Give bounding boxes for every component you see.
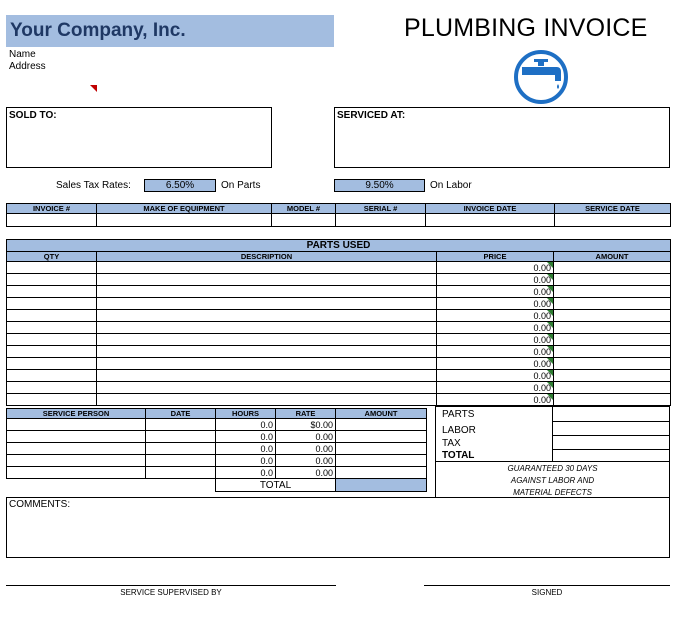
description-cell[interactable]	[97, 274, 437, 286]
service-total-label: TOTAL	[216, 479, 336, 492]
qty-cell[interactable]	[7, 274, 97, 286]
amount-cell[interactable]	[554, 334, 671, 346]
description-cell[interactable]	[97, 370, 437, 382]
formula-marker-icon	[547, 334, 553, 340]
hours-cell[interactable]: 0.0	[216, 443, 276, 455]
service-date-cell[interactable]	[146, 455, 216, 467]
service-date-cell[interactable]	[146, 443, 216, 455]
summary-rule	[553, 435, 670, 436]
amount-cell[interactable]	[554, 286, 671, 298]
summary-tax-label: TAX	[442, 438, 461, 449]
price-cell[interactable]	[437, 262, 554, 274]
formula-marker-icon	[547, 286, 553, 292]
invoice-info-table	[6, 203, 671, 227]
price-value: 0.00	[533, 358, 551, 369]
parts-row	[7, 394, 671, 406]
amount-cell[interactable]	[554, 298, 671, 310]
service-date-cell[interactable]	[146, 419, 216, 431]
price-cell[interactable]	[437, 334, 554, 346]
service-amount-cell[interactable]	[336, 455, 427, 467]
rate-cell[interactable]: 0.00	[276, 431, 336, 443]
amount-cell[interactable]	[554, 394, 671, 406]
col-service-date: SERVICE DATE	[555, 204, 671, 214]
service-date-cell[interactable]	[146, 467, 216, 479]
parts-row	[7, 370, 671, 382]
col-serial: SERIAL #	[336, 204, 426, 214]
price-cell[interactable]	[437, 394, 554, 406]
amount-cell[interactable]	[554, 346, 671, 358]
qty-cell[interactable]	[7, 370, 97, 382]
price-cell[interactable]	[437, 370, 554, 382]
col-hours: HOURS	[216, 409, 276, 419]
description-cell[interactable]	[97, 334, 437, 346]
service-person-cell[interactable]	[7, 455, 146, 467]
amount-cell[interactable]	[554, 310, 671, 322]
col-rate: RATE	[276, 409, 336, 419]
parts-row	[7, 274, 671, 286]
summary-divider	[552, 406, 553, 462]
parts-used-title: PARTS USED	[7, 240, 671, 252]
guarantee-line-3: MATERIAL DEFECTS	[513, 488, 592, 497]
description-cell[interactable]	[97, 322, 437, 334]
parts-row	[7, 322, 671, 334]
parts-row	[7, 382, 671, 394]
description-cell[interactable]	[97, 298, 437, 310]
parts-row	[7, 346, 671, 358]
qty-cell[interactable]	[7, 262, 97, 274]
rate-cell[interactable]: 0.00	[276, 455, 336, 467]
formula-marker-icon	[547, 310, 553, 316]
service-person-cell[interactable]	[7, 431, 146, 443]
service-amount-cell[interactable]	[336, 431, 427, 443]
qty-cell[interactable]	[7, 298, 97, 310]
rate-cell[interactable]: 0.00	[276, 467, 336, 479]
qty-cell[interactable]	[7, 346, 97, 358]
col-make: MAKE OF EQUIPMENT	[97, 204, 272, 214]
price-value: 0.00	[533, 394, 551, 405]
price-value: 0.00	[533, 346, 551, 357]
address-line[interactable]: Address	[9, 61, 46, 72]
parts-tax-rate[interactable]: 6.50%	[144, 179, 216, 192]
signed-label: SIGNED	[531, 588, 563, 597]
description-cell[interactable]	[97, 262, 437, 274]
parts-row	[7, 334, 671, 346]
qty-cell[interactable]	[7, 358, 97, 370]
service-person-cell[interactable]	[7, 443, 146, 455]
sold-to-box[interactable]	[6, 107, 272, 168]
supervised-signature-line[interactable]	[6, 585, 336, 586]
spacer-cell	[146, 479, 216, 492]
formula-marker-icon	[547, 394, 553, 400]
formula-marker-icon	[547, 358, 553, 364]
qty-cell[interactable]	[7, 322, 97, 334]
amount-cell[interactable]	[554, 382, 671, 394]
price-cell[interactable]	[437, 346, 554, 358]
serial-cell[interactable]	[336, 214, 426, 227]
summary-rule	[435, 461, 670, 462]
formula-marker-icon	[547, 346, 553, 352]
description-cell[interactable]	[97, 346, 437, 358]
description-cell[interactable]	[97, 358, 437, 370]
rate-cell[interactable]: 0.00	[276, 443, 336, 455]
on-labor-label: On Labor	[430, 180, 472, 191]
col-invoice-number: INVOICE #	[7, 204, 97, 214]
make-cell[interactable]	[97, 214, 272, 227]
comments-box[interactable]	[6, 497, 670, 558]
price-cell[interactable]	[437, 358, 554, 370]
qty-cell[interactable]	[7, 334, 97, 346]
description-cell[interactable]	[97, 310, 437, 322]
guarantee-line-1: GUARANTEED 30 DAYS	[507, 464, 598, 473]
service-row	[7, 431, 427, 443]
summary-parts-label: PARTS	[442, 409, 475, 420]
col-date: DATE	[146, 409, 216, 419]
description-cell[interactable]	[97, 394, 437, 406]
qty-cell[interactable]	[7, 310, 97, 322]
comment-marker-icon	[90, 85, 97, 92]
price-cell[interactable]	[437, 298, 554, 310]
serviced-at-label: SERVICED AT:	[337, 110, 406, 121]
rate-cell[interactable]: $0.00	[276, 419, 336, 431]
sold-to-label: SOLD TO:	[9, 110, 57, 121]
service-amount-cell[interactable]	[336, 443, 427, 455]
serviced-at-box[interactable]	[334, 107, 670, 168]
amount-cell[interactable]	[554, 322, 671, 334]
supervised-label: SERVICE SUPERVISED BY	[120, 588, 222, 597]
invoice-date-cell[interactable]	[426, 214, 555, 227]
service-person-cell[interactable]	[7, 467, 146, 479]
col-service-person: SERVICE PERSON	[7, 409, 146, 419]
formula-marker-icon	[547, 274, 553, 280]
amount-cell[interactable]	[554, 370, 671, 382]
amount-cell[interactable]	[554, 274, 671, 286]
col-qty: QTY	[7, 252, 97, 262]
service-amount-cell[interactable]	[336, 419, 427, 431]
formula-marker-icon	[547, 370, 553, 376]
col-price: PRICE	[437, 252, 554, 262]
summary-total-label: TOTAL	[442, 450, 475, 461]
service-row	[7, 467, 427, 479]
service-date-cell[interactable]	[555, 214, 671, 227]
hours-cell[interactable]: 0.0	[216, 419, 276, 431]
service-table	[6, 408, 427, 492]
price-value: 0.00	[533, 286, 551, 297]
qty-cell[interactable]	[7, 382, 97, 394]
price-cell[interactable]	[437, 274, 554, 286]
on-parts-label: On Parts	[221, 180, 261, 191]
service-row	[7, 443, 427, 455]
name-line[interactable]: Name	[9, 49, 36, 60]
parts-row	[7, 310, 671, 322]
col-description: DESCRIPTION	[97, 252, 437, 262]
hours-cell[interactable]: 0.0	[216, 431, 276, 443]
price-value: 0.00	[533, 382, 551, 393]
formula-marker-icon	[547, 298, 553, 304]
comments-label: COMMENTS:	[9, 499, 71, 510]
col-model: MODEL #	[272, 204, 336, 214]
price-cell[interactable]	[437, 382, 554, 394]
guarantee-text	[435, 463, 670, 499]
amount-cell[interactable]	[554, 262, 671, 274]
col-invoice-date: INVOICE DATE	[426, 204, 555, 214]
price-cell[interactable]	[437, 322, 554, 334]
formula-marker-icon	[547, 322, 553, 328]
amount-cell[interactable]	[554, 358, 671, 370]
description-cell[interactable]	[97, 286, 437, 298]
signed-signature-line[interactable]	[424, 585, 670, 586]
parts-row	[7, 262, 671, 274]
price-value: 0.00	[533, 262, 551, 273]
price-value: 0.00	[533, 370, 551, 381]
service-row	[7, 419, 427, 431]
summary-rule	[553, 449, 670, 450]
parts-row	[7, 298, 671, 310]
parts-table	[6, 239, 671, 406]
formula-marker-icon	[547, 382, 553, 388]
faucet-icon	[511, 49, 571, 110]
description-cell[interactable]	[97, 382, 437, 394]
qty-cell[interactable]	[7, 286, 97, 298]
col-service-amount: AMOUNT	[336, 409, 427, 419]
parts-row	[7, 286, 671, 298]
qty-cell[interactable]	[7, 394, 97, 406]
price-cell[interactable]	[437, 310, 554, 322]
price-value: 0.00	[533, 322, 551, 333]
parts-row	[7, 358, 671, 370]
col-amount: AMOUNT	[554, 252, 671, 262]
price-value: 0.00	[533, 274, 551, 285]
hours-cell[interactable]: 0.0	[216, 455, 276, 467]
labor-tax-rate[interactable]: 9.50%	[334, 179, 425, 192]
price-value: 0.00	[533, 334, 551, 345]
service-row	[7, 455, 427, 467]
price-value: 0.00	[533, 298, 551, 309]
invoice-number-cell[interactable]	[7, 214, 97, 227]
price-value: 0.00	[533, 310, 551, 321]
price-cell[interactable]	[437, 286, 554, 298]
service-total-cell[interactable]	[336, 479, 427, 492]
service-date-cell[interactable]	[146, 431, 216, 443]
model-cell[interactable]	[272, 214, 336, 227]
formula-marker-icon	[547, 262, 553, 268]
company-name[interactable]: Your Company, Inc.	[6, 15, 334, 47]
guarantee-line-2: AGAINST LABOR AND	[510, 476, 595, 485]
hours-cell[interactable]: 0.0	[216, 467, 276, 479]
spacer-cell	[7, 479, 146, 492]
service-amount-cell[interactable]	[336, 467, 427, 479]
sales-tax-label: Sales Tax Rates:	[56, 180, 131, 191]
summary-labor-label: LABOR	[442, 425, 476, 436]
invoice-title: PLUMBING INVOICE	[404, 14, 648, 42]
service-person-cell[interactable]	[7, 419, 146, 431]
summary-rule	[553, 421, 670, 422]
